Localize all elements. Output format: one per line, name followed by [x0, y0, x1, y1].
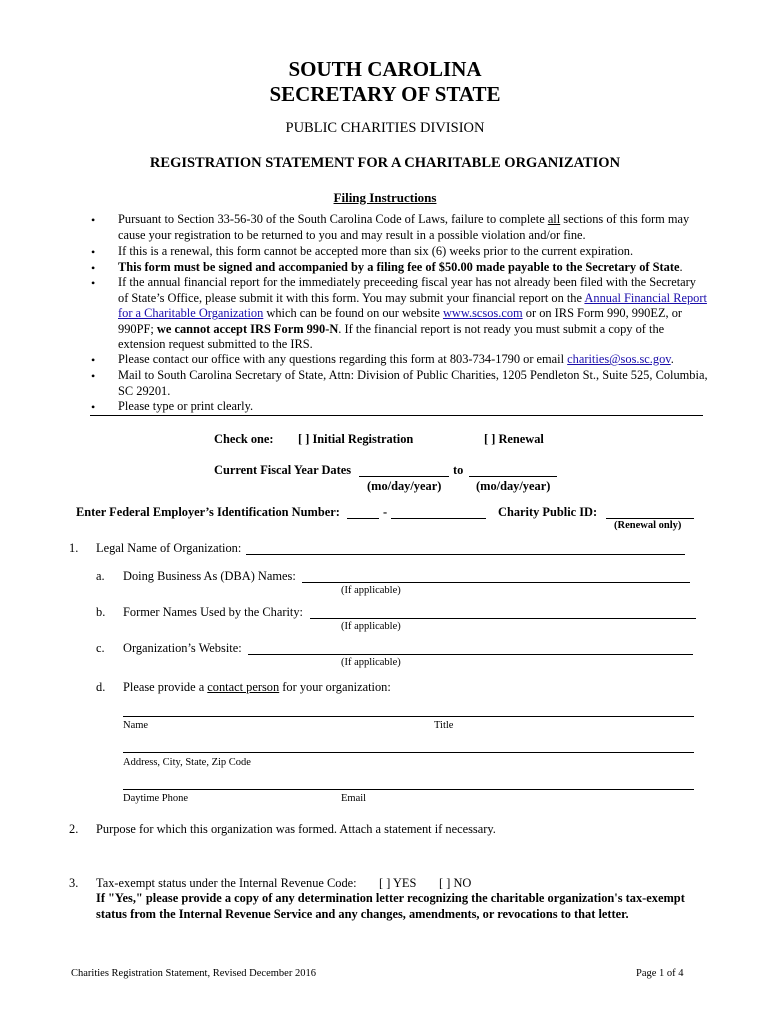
fein-dash: -: [383, 505, 388, 519]
question-number: 2.: [69, 822, 79, 836]
contact-address-field[interactable]: [123, 752, 694, 753]
fiscal-start-field[interactable]: [359, 464, 449, 477]
footer-revision: Charities Registration Statement, Revised December 2016: [71, 968, 316, 979]
tax-exempt-label: Tax-exempt status under the Internal Revenue Code:: [96, 876, 357, 890]
instruction-item-4: If the annual financial report for the immediately preceeding fiscal year has not already been filed with the Secretary of State’s Office, please submit it with this form. You may submit your financial report on the Annual Financial Report for a Charitable Organization which can be found on our website www.scsos.com or on IRS Form 990, 990EZ, or 990PF; we cannot accept IRS Form 990-N. If the financial report is not ready you must submit a copy of the extension request submitted to the IRS.: [118, 275, 707, 351]
purpose-label: Purpose for which this organization was formed. Attach a statement if necessary.: [96, 822, 496, 836]
instruction-item-2: If this is a renewal, this form cannot be accepted more than six (6) weeks prior to the current expiration.: [118, 244, 634, 258]
instruction-item-6: Mail to South Carolina Secretary of State, Attn: Division of Public Charities, 1205 Pendleton St., Suite 525, Columbia, SC 29201.: [118, 368, 708, 398]
if-applicable-note: (If applicable): [341, 621, 401, 632]
email-link[interactable]: charities@sos.sc.gov: [567, 352, 671, 366]
website-field[interactable]: [248, 642, 693, 655]
sub-letter: a.: [96, 569, 105, 583]
bullet-icon: •: [91, 400, 96, 414]
fiscal-end-field[interactable]: [469, 464, 557, 477]
phone-caption: Daytime Phone: [123, 793, 189, 804]
question-number: 3.: [69, 876, 79, 890]
charity-id-field[interactable]: [606, 506, 694, 519]
fiscal-to-label: to: [453, 463, 464, 477]
fiscal-year-label: Current Fiscal Year Dates: [214, 463, 352, 477]
renewal-only-note: (Renewal only): [614, 520, 682, 531]
renewal-checkbox[interactable]: [ ] Renewal: [484, 432, 544, 446]
address-caption: Address, City, State, Zip Code: [123, 757, 251, 768]
office-title: SECRETARY OF STATE: [269, 82, 501, 106]
if-applicable-note: (If applicable): [341, 585, 401, 596]
website-label: Organization’s Website:: [123, 641, 242, 655]
tax-exempt-no-checkbox[interactable]: [ ] NO: [439, 876, 472, 890]
page-number: Page 1 of 4: [636, 968, 684, 979]
legal-name-label: Legal Name of Organization:: [96, 541, 242, 555]
initial-registration-checkbox[interactable]: [ ] Initial Registration: [298, 432, 414, 446]
determination-letter-note: If "Yes," please provide a copy of any determination letter recognizing the charitable organization's tax-exempt status from the Internal Revenue Service and any changes, amendments, or revocations to that letter.: [96, 891, 685, 921]
fein-label: Enter Federal Employer’s Identification Number:: [76, 505, 340, 519]
contact-phone-field[interactable]: [123, 789, 694, 790]
state-title: SOUTH CAROLINA: [288, 57, 482, 81]
charity-id-label: Charity Public ID:: [498, 505, 598, 519]
sub-letter: c.: [96, 641, 105, 655]
date-format-hint: (mo/day/year): [476, 479, 551, 493]
annual-report-link[interactable]: Annual Financial Report for a Charitable Organization: [118, 290, 707, 320]
bullet-icon: •: [91, 213, 96, 227]
check-one-label: Check one:: [214, 432, 274, 446]
if-applicable-note: (If applicable): [341, 657, 401, 668]
contact-person-label: Please provide a contact person for your organization:: [123, 680, 391, 694]
filing-instructions-heading: Filing Instructions: [333, 190, 437, 205]
bullet-icon: •: [91, 276, 96, 290]
question-number: 1.: [69, 541, 79, 555]
bullet-icon: •: [91, 245, 96, 259]
former-names-field[interactable]: [310, 606, 696, 619]
contact-name-field[interactable]: [123, 716, 694, 717]
bullet-icon: •: [91, 353, 96, 367]
email-caption: Email: [341, 793, 367, 804]
former-names-label: Former Names Used by the Charity:: [123, 605, 303, 619]
bullet-icon: •: [91, 261, 96, 275]
fein-suffix-field[interactable]: [391, 506, 486, 519]
fein-prefix-field[interactable]: [347, 506, 379, 519]
sub-letter: b.: [96, 605, 106, 619]
divider: [90, 415, 703, 416]
instruction-item-1: Pursuant to Section 33-56-30 of the South Carolina Code of Laws, failure to complete all sections of this form may cause your registration to be returned to you and may result in a possible violation and/or fine.: [118, 212, 690, 242]
sub-letter: d.: [96, 680, 106, 694]
division-title: PUBLIC CHARITIES DIVISION: [285, 120, 485, 136]
website-link[interactable]: www.scsos.com: [442, 306, 523, 320]
instruction-item-7: Please type or print clearly.: [118, 399, 254, 413]
dba-label: Doing Business As (DBA) Names:: [123, 569, 296, 583]
title-caption: Title: [434, 720, 454, 731]
instruction-item-5: Please contact our office with any questions regarding this form at 803-734-1790 or email charities@sos.sc.gov.: [118, 352, 674, 366]
name-caption: Name: [123, 720, 149, 731]
date-format-hint: (mo/day/year): [367, 479, 442, 493]
form-title: REGISTRATION STATEMENT FOR A CHARITABLE ORGANIZATION: [149, 155, 621, 171]
instruction-item-3: This form must be signed and accompanied by a filing fee of $50.00 made payable to the Secretary of State.: [118, 260, 683, 274]
dba-field[interactable]: [302, 570, 690, 583]
tax-exempt-yes-checkbox[interactable]: [ ] YES: [379, 876, 417, 890]
bullet-icon: •: [91, 369, 96, 383]
legal-name-field[interactable]: [246, 542, 685, 555]
